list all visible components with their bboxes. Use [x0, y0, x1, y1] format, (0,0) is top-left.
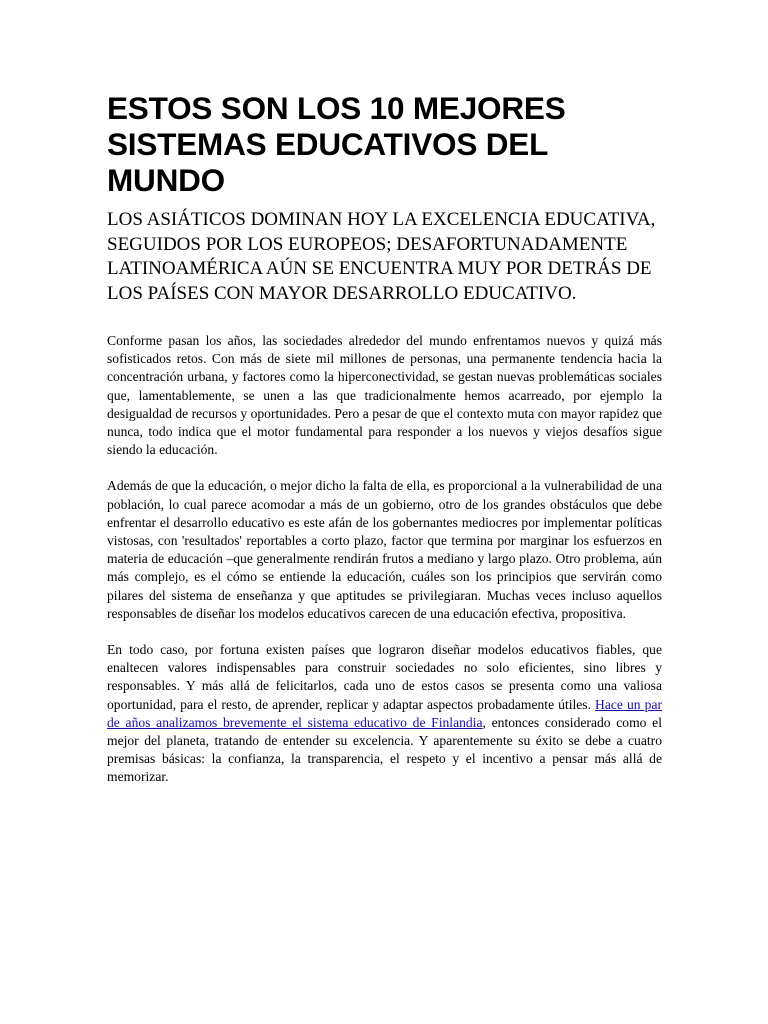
- paragraph-3-text-end: , entonces considerado como el mejor del planeta, tratando de entender su excelencia. Y aparentemente su éxito se debe a cuatro premisas básicas: la confianza, la transparencia, el respeto y el incentivo a pensar más allá de memorizar.: [107, 714, 662, 785]
- paragraph-3: [107, 641, 662, 787]
- paragraph-1: Conforme pasan los años, las sociedades alrededor del mundo enfrentamos nuevos y quizá más sofisticados retos. Con más de siete mil millones de personas, una permanente tendencia hacia la concentración urbana, y factores como la hiperconectividad, se gestan nuevas problemáticas sociales que, lamentablemente, se unen a las que tradicionalmente hemos acarreado, por ejemplo la desigualdad de recursos y oportunidades. Pero a pesar de que el contexto muta con mayor rapidez que nunca, todo indica que el motor fundamental para responder a los nuevos y viejos desafíos sigue siendo la educación.: [107, 333, 662, 458]
- article-title: ESTOS SON LOS 10 MEJORES SISTEMAS EDUCATIVOS DEL MUNDO: [107, 90, 566, 198]
- document-page: [107, 90, 662, 805]
- paragraph-2: Además de que la educación, o mejor dicho la falta de ella, es proporcional a la vulnerabilidad de una población, lo cual parece acomodar a más de un gobierno, otro de los grandes obstáculos que debe enfrentar el desarrollo educativo es este afán de los gobernantes mediocres por implementar políticas vistosas, con 'resultados' reportables a corto plazo, factor que termina por marginar los esfuerzos en materia de educación –que generalmente rendirán frutos a mediano y largo plazo. Otro problema, aún más complejo, es el cómo se entiende la educación, cuáles son los principios que servirán como pilares del sistema de enseñanza y que aptitudes se privilegiaran. Muchas veces incluso aquellos responsables de diseñar los modelos educativos carecen de una educación efectiva, propositiva.: [107, 478, 662, 621]
- article-subtitle: LOS ASIÁTICOS DOMINAN HOY LA EXCELENCIA EDUCATIVA, SEGUIDOS POR LOS EUROPEOS; DESAFORTUNADAMENTE LATINOAMÉRICA AÚN SE ENCUENTRA MUY POR DETRÁS DE LOS PAÍSES CON MAYOR DESARROLLO EDUCATIVO.: [107, 209, 656, 304]
- finlandia-article-link[interactable]: Hace un par de años analizamos brevemente el sistema educativo de Finlandia: [107, 696, 662, 730]
- paragraph-3-text-start: En todo caso, por fortuna existen países que lograron diseñar modelos educativos fiables, que enaltecen valores indispensables para construir sociedades no solo eficientes, sino libres y responsables. Y más allá de felicitarlos, cada uno de estos casos se presenta como una valiosa oportunidad, para el resto, de aprender, replicar y adaptar aspectos probadamente útiles.: [107, 642, 662, 712]
